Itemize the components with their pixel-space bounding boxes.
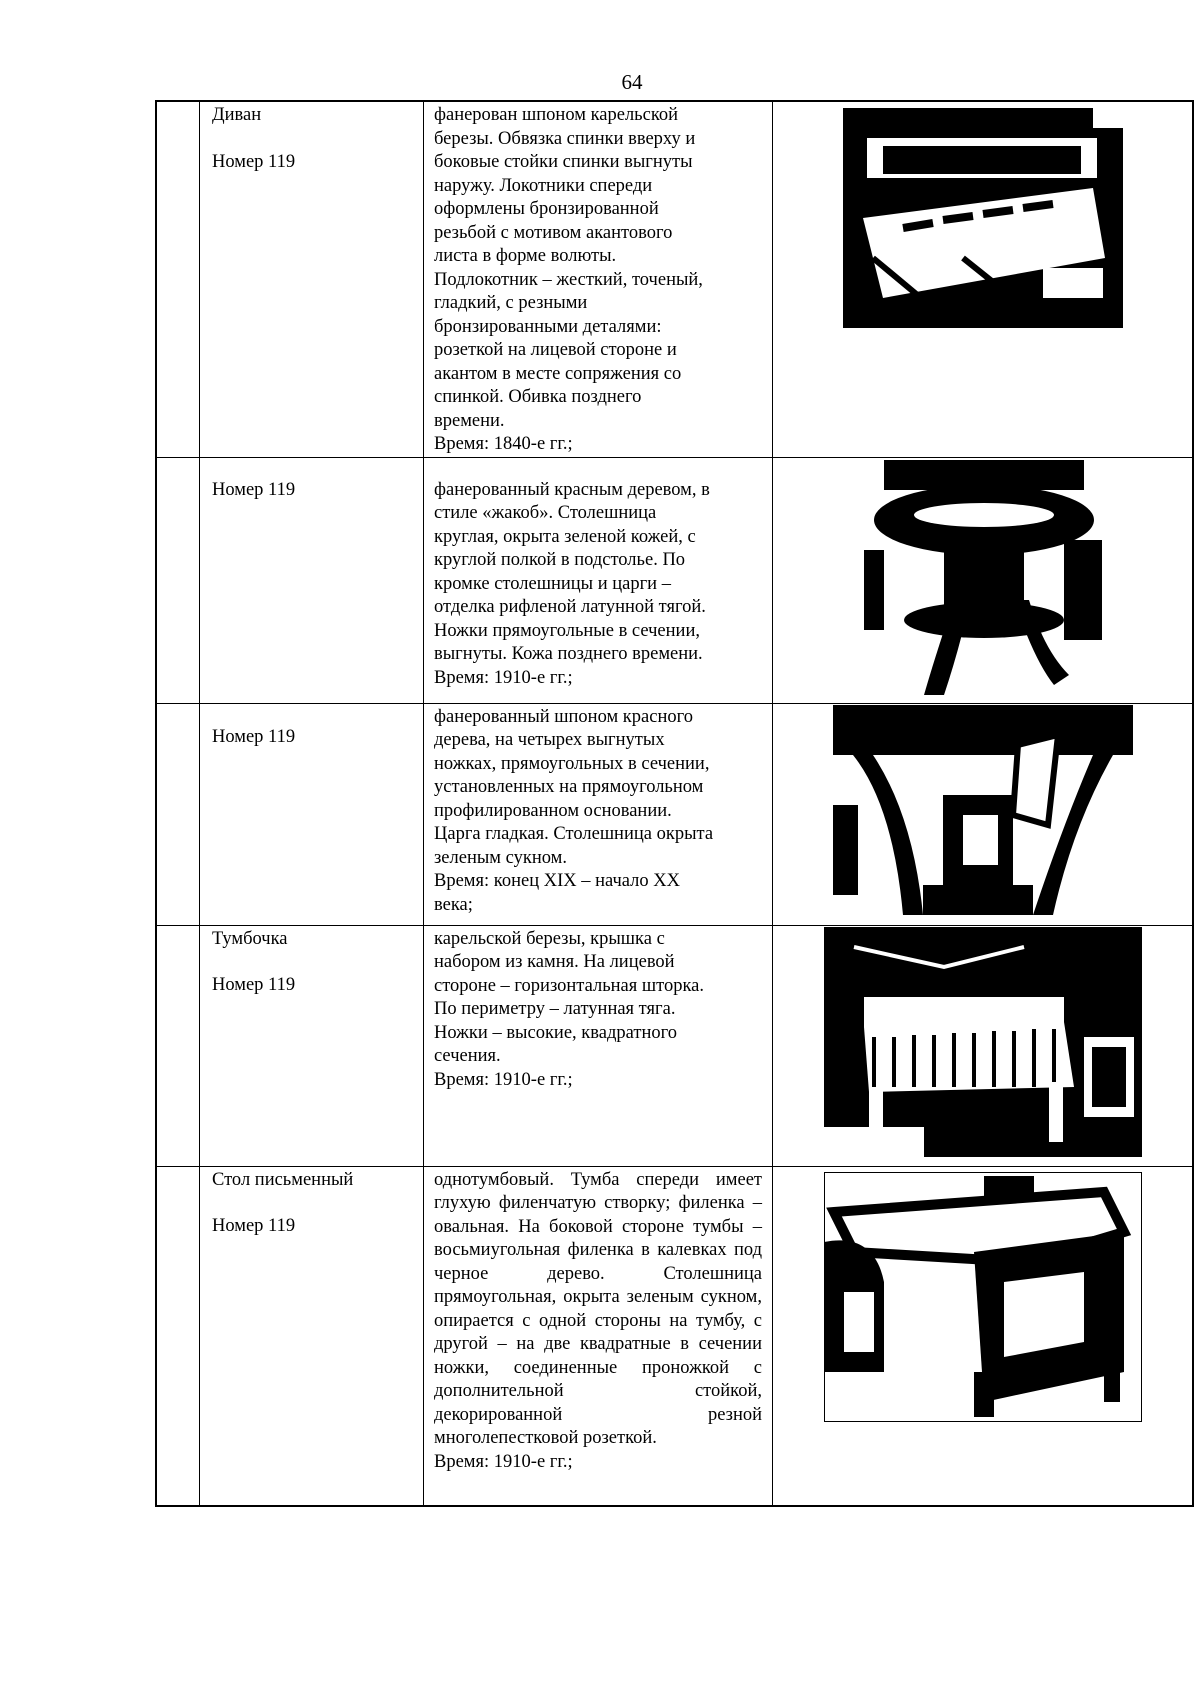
writing-desk-photo xyxy=(824,1172,1142,1422)
item-description-cell xyxy=(424,925,773,1166)
round-table-photo xyxy=(864,460,1102,700)
table-row xyxy=(156,925,1193,1166)
row-index-cell xyxy=(156,925,200,1166)
item-name: Тумбочка xyxy=(212,928,288,949)
item-photo-cell xyxy=(773,703,1194,925)
item-name-cell xyxy=(200,1166,424,1506)
item-photo-cell xyxy=(773,925,1194,1166)
item-description-cell xyxy=(424,457,773,703)
row-index-cell xyxy=(156,1166,200,1506)
item-description-cell xyxy=(424,101,773,457)
item-description-cell xyxy=(424,1166,773,1506)
item-photo-cell xyxy=(773,457,1194,703)
item-description: фанерованный красным деревом, в стиле «жакоб». Столешница круглая, окрыта зеленой кожей, с круглой полкой в подстолье. По кромке столешницы и царги – отделка рифленой латунной тягой. Ножки прямоугольные в сечении, выгнуты. Кожа позднего времени. Время: 1910-е гг.; xyxy=(434,479,710,688)
item-number: Номер 119 xyxy=(212,151,296,172)
item-name-cell xyxy=(200,457,424,703)
item-number: Номер 119 xyxy=(212,1216,296,1236)
table-row xyxy=(156,457,1193,703)
item-description: однотумбовый. Тумба спереди имеет глухую филенчатую створку; филенка – овальная. На боковой стороне тумбы – восьмиугольная филенка в калевках под черное дерево. Столешница прямоугольная, окрыта зеленым сукном, опирается с одной стороны на тумбу, с другой – на две квадратные в сечении ножки, соединенные проножкой с дополнительной стойкой, декорированной резной многолепестковой розеткой. xyxy=(434,1169,762,1448)
sofa-photo xyxy=(843,108,1123,328)
row-index-cell xyxy=(156,457,200,703)
item-name-cell xyxy=(200,925,424,1166)
item-number: Номер 119 xyxy=(212,975,296,995)
item-number: Номер 119 xyxy=(212,726,296,747)
item-description: фанерован шпоном карельской березы. Обвязка спинки вверху и боковые стойки спинки выгнуты наружу. Локотники спереди оформлены бронзированной резьбой с мотивом акантового листа в форме волюты. Подлокотник – жесткий, точеный, гладкий, с резными бронзированными деталями: розеткой на лицевой стороне и акантом в месте сопряжения со спинкой. Обивка позднего времени. Время: 1840-е гг.; xyxy=(434,105,703,454)
row-index-cell xyxy=(156,101,200,457)
card-table-photo xyxy=(833,705,1133,923)
item-photo-cell xyxy=(773,1166,1194,1506)
table-row xyxy=(156,101,1193,457)
item-name: Диван xyxy=(212,105,262,125)
item-photo-cell xyxy=(773,101,1194,457)
table-row xyxy=(156,1166,1193,1506)
item-number: Номер 119 xyxy=(212,479,296,500)
item-description: карельской березы, крышка с набором из камня. На лицевой стороне – горизонтальная шторка. По периметру – латунная тяга. Ножки – высокие, квадратного сечения. Время: 1910-е гг.; xyxy=(434,928,705,1090)
nightstand-photo xyxy=(824,927,1142,1157)
item-time: Время: 1910-е гг.; xyxy=(434,1451,573,1472)
item-description: фанерованный шпоном красного дерева, на четырех выгнутых ножках, прямоугольных в сечении, установленных на прямоугольном профилированном основании. Царга гладкая. Столешница окрыта зеленым сукном. Время: конец XIX – начало XX века; xyxy=(434,706,714,915)
table-row xyxy=(156,703,1193,925)
row-index-cell xyxy=(156,703,200,925)
inventory-table xyxy=(155,100,1194,1507)
item-name-cell xyxy=(200,101,424,457)
page-number: 64 xyxy=(621,70,643,94)
item-name-cell xyxy=(200,703,424,925)
item-description-cell xyxy=(424,703,773,925)
item-name: Стол письменный xyxy=(212,1169,354,1190)
